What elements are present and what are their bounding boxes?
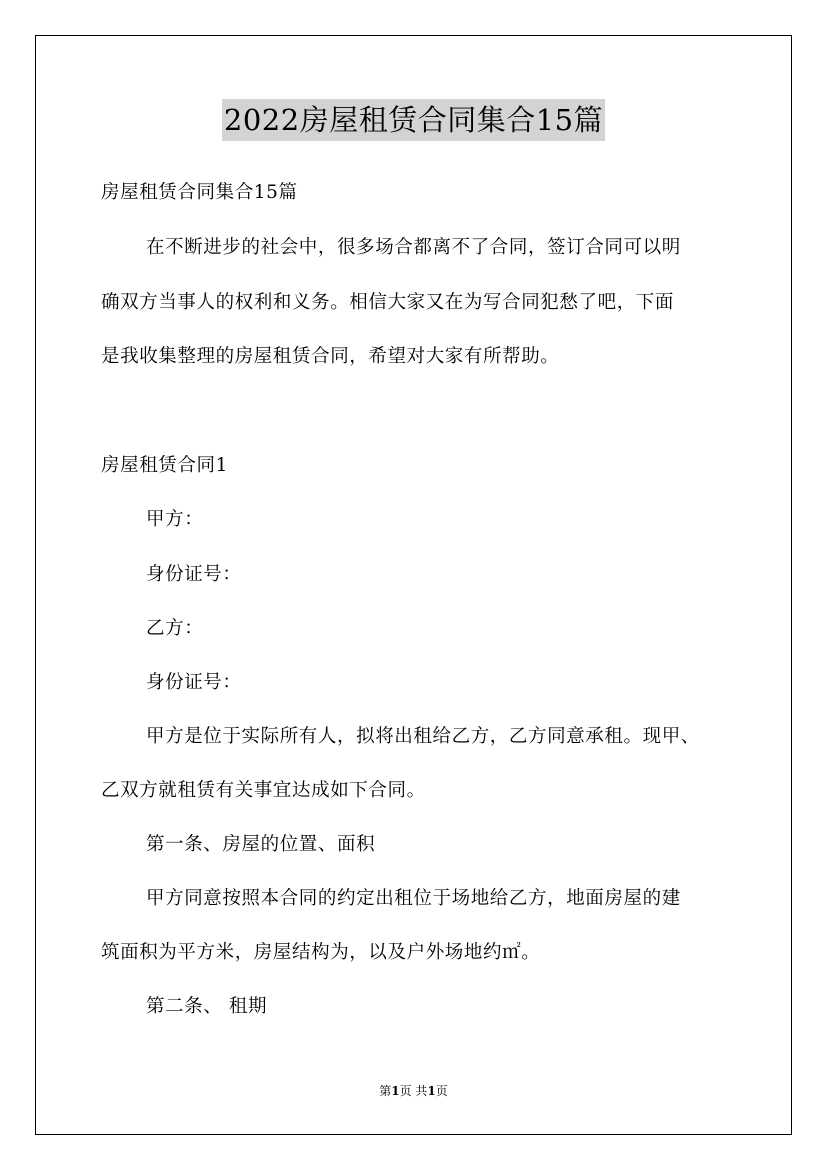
document-title: 2022房屋租赁合同集合15篇 bbox=[222, 99, 605, 141]
intro-line-3: 是我收集整理的房屋租赁合同，希望对大家有所帮助。 bbox=[101, 346, 560, 367]
party-b-id-field: 身份证号： bbox=[146, 672, 242, 693]
party-a-id-field: 身份证号： bbox=[146, 564, 242, 585]
subtitle: 房屋租赁合同集合15篇 bbox=[101, 182, 298, 203]
footer-prefix: 第 bbox=[379, 1084, 392, 1098]
article-2-heading: 第二条、 租期 bbox=[146, 996, 268, 1017]
party-b-field: 乙方： bbox=[146, 618, 204, 639]
footer-suffix: 页 bbox=[435, 1084, 448, 1098]
footer-page-total: 1 bbox=[427, 1084, 436, 1098]
title-container bbox=[0, 99, 827, 141]
party-a-field: 甲方： bbox=[146, 509, 204, 530]
section-heading: 房屋租赁合同1 bbox=[101, 455, 228, 476]
intro-line-1: 在不断进步的社会中，很多场合都离不了合同，签订合同可以明 bbox=[146, 237, 681, 258]
article-1-line-1: 甲方同意按照本合同的约定出租位于场地给乙方，地面房屋的建 bbox=[146, 888, 681, 909]
article-1-line-2: 筑面积为平方米，房屋结构为，以及户外场地约㎡。 bbox=[101, 942, 541, 963]
body-line-1: 甲方是位于实际所有人，拟将出租给乙方，乙方同意承租。现甲、 bbox=[146, 726, 700, 747]
footer-middle: 页 共 bbox=[399, 1084, 428, 1098]
page-footer bbox=[0, 1083, 827, 1099]
intro-line-2: 确双方当事人的权利和义务。相信大家又在为写合同犯愁了吧，下面 bbox=[101, 292, 675, 313]
article-1-heading: 第一条、房屋的位置、面积 bbox=[146, 834, 376, 855]
body-line-2: 乙双方就租赁有关事宜达成如下合同。 bbox=[101, 780, 426, 801]
footer-page-number: 1 bbox=[391, 1084, 400, 1098]
